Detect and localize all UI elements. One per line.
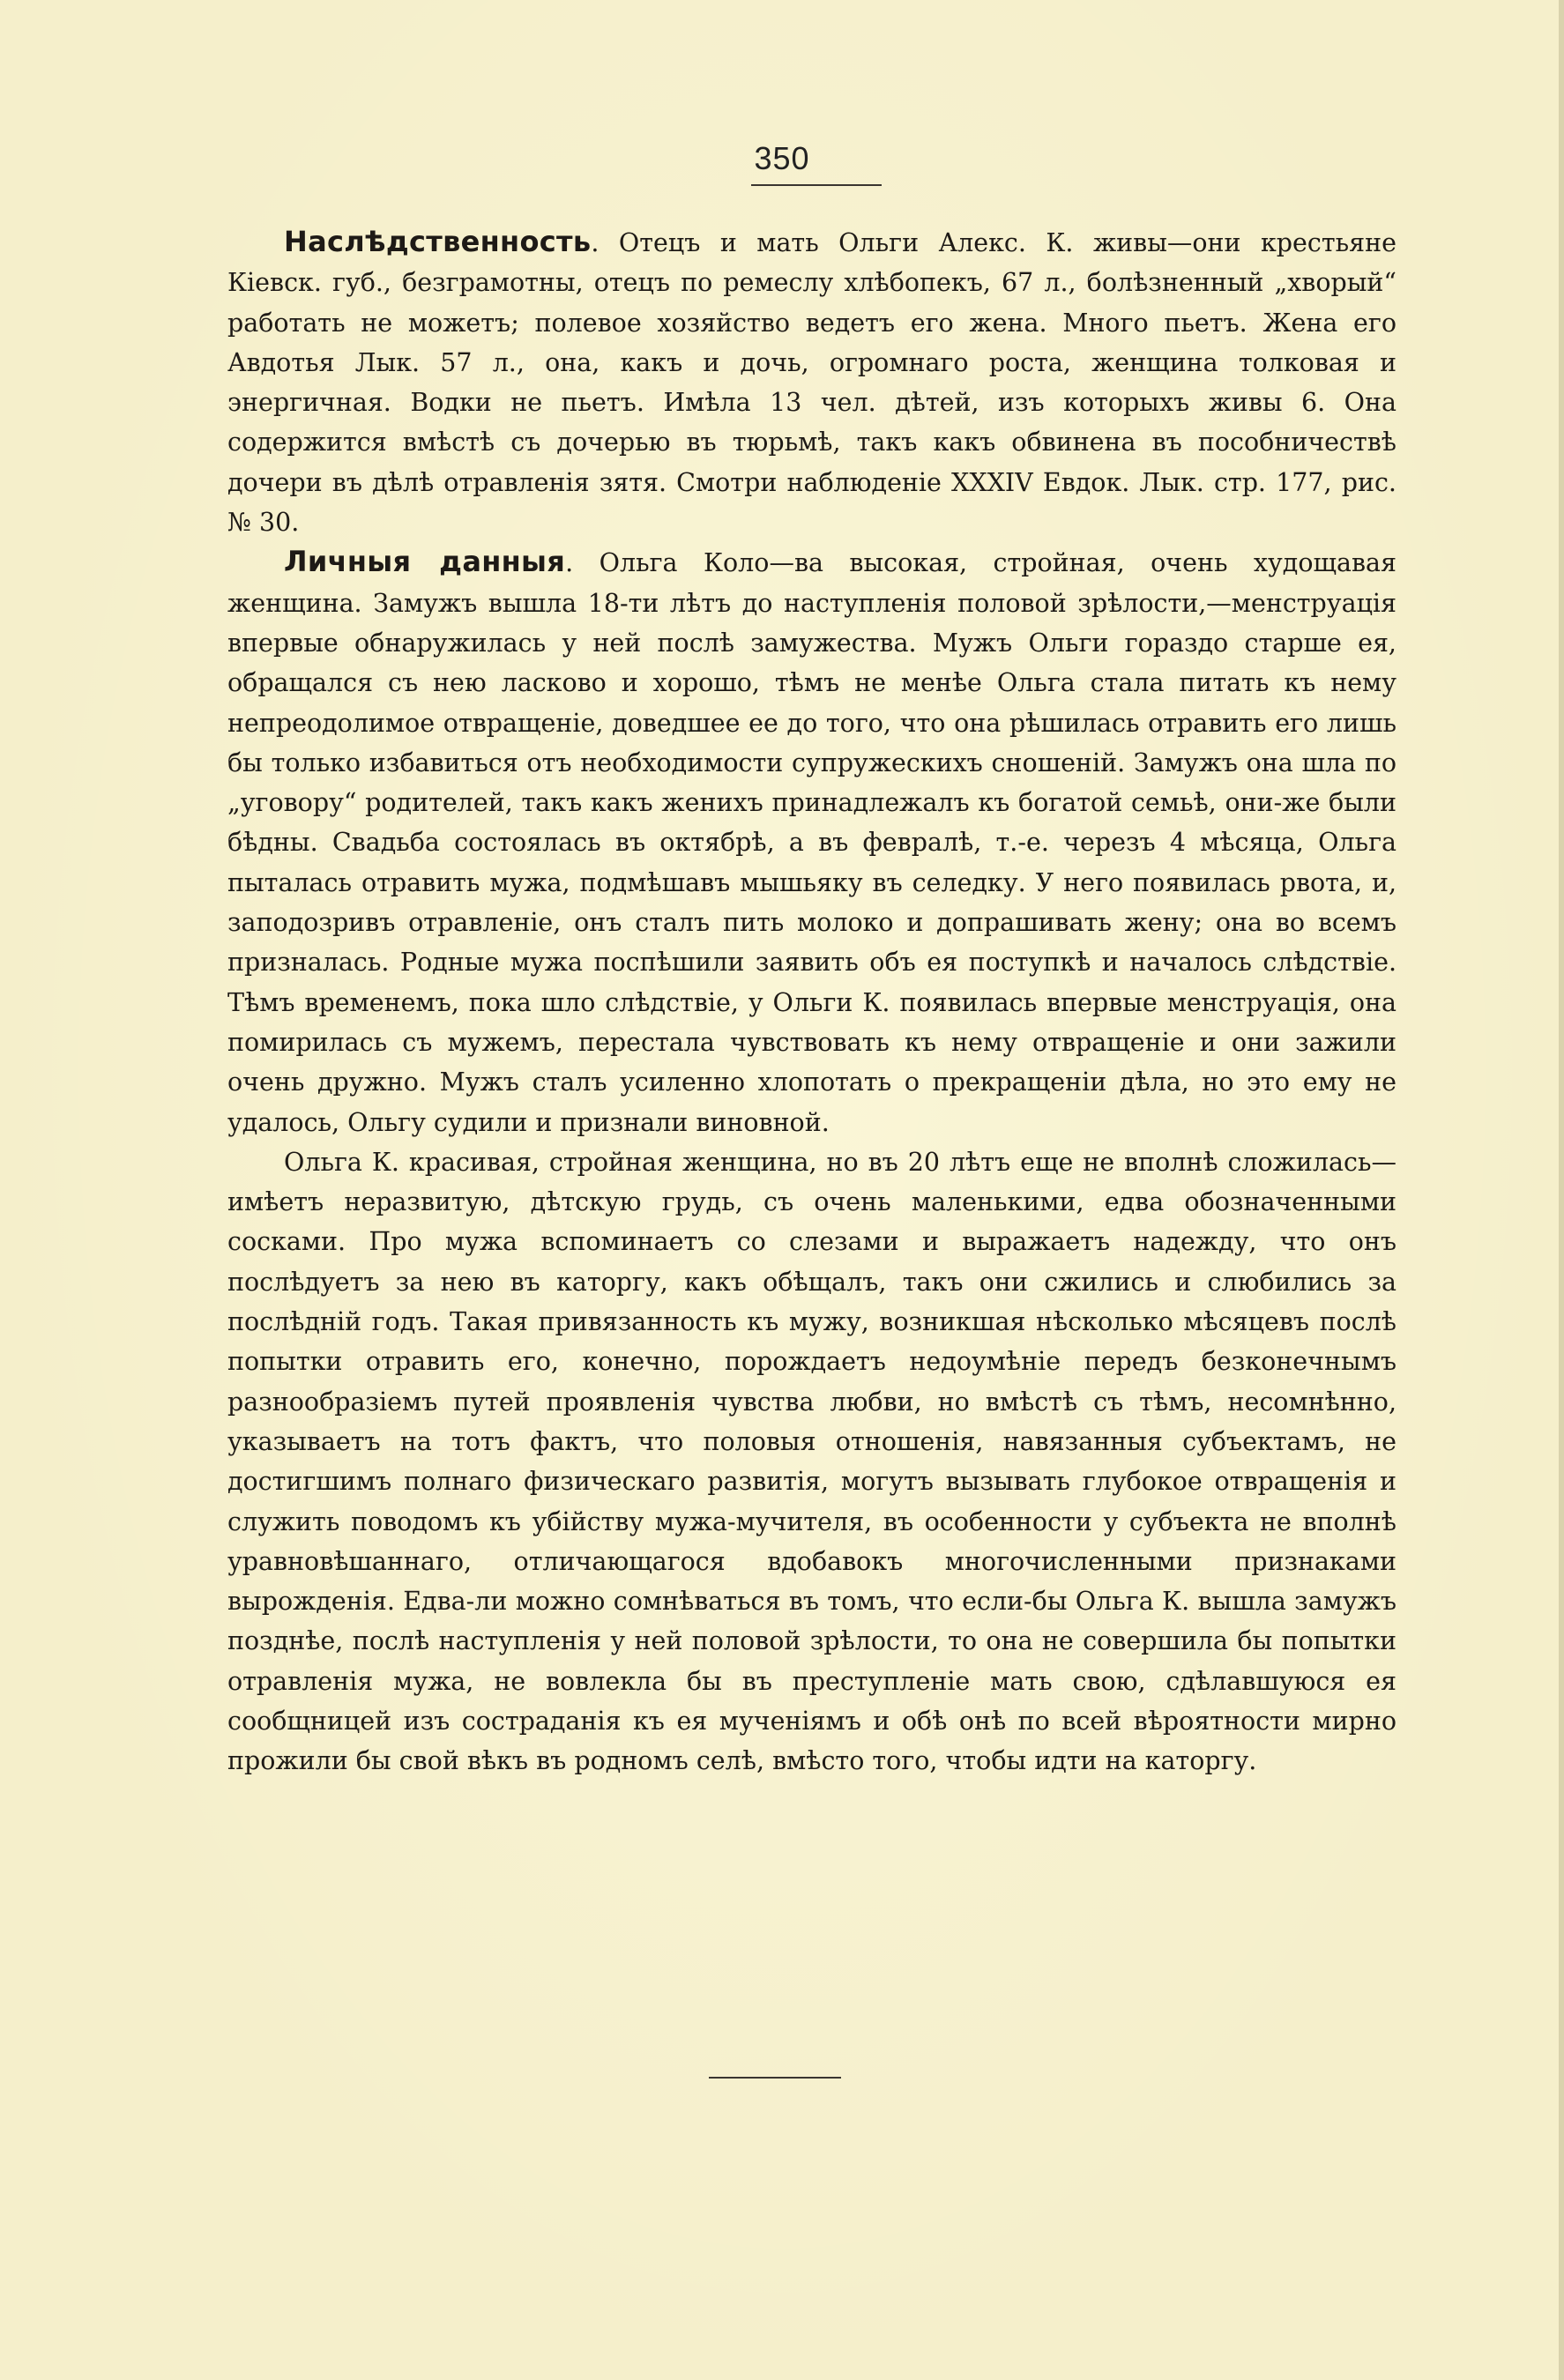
paragraph-heredity — [227, 222, 1396, 542]
paragraph-text: Ольга К. красивая, стройная женщина, но въ 20 лѣтъ еще не вполнѣ сложилась—имѣетъ неразвитую, дѣтскую грудь, съ очень маленькими, едва обозначенными сосками. Про мужа вспоминаетъ со слезами и выражаетъ надежду, что онъ послѣдуетъ за нею въ каторгу, какъ обѣщалъ, такъ они сжились и слюбились за послѣдній годъ. Такая привязанность къ мужу, возникшая нѣсколько мѣсяцевъ послѣ попытки отравить его, конечно, порождаетъ недоумѣніе передъ безконечнымъ разнообразіемъ путей проявленія чувства любви, но вмѣстѣ съ тѣмъ, несомнѣнно, указываетъ на тотъ фактъ, что половыя отношенія, навязанныя субъектамъ, не достигшимъ полнаго физическаго развитія, могутъ вызывать глубокое отвращенія и служить поводомъ къ убійству мужа-мучителя, въ особенности у субъекта не вполнѣ уравновѣшаннаго, отличающагося вдобавокъ многочисленными признаками вырожденія. Едва-ли можно сомнѣваться въ томъ, что если-бы Ольга К. вышла замужъ позднѣе, послѣ наступленія у ней половой зрѣлости, то она не совершила бы попытки отравленія мужа, не вовлекла бы въ преступленіе мать свою, сдѣлавшуюся ея сообщницей изъ состраданія къ ея мученіямъ и обѣ онѣ по всей вѣроятности мирно прожили бы свой вѣкъ въ родномъ селѣ, вмѣсто того, чтобы идти на каторгу. — [227, 1147, 1396, 1776]
body-text — [227, 222, 1396, 1781]
paragraph-description — [227, 1142, 1396, 1781]
page-edge — [1559, 0, 1564, 2380]
paragraph-text: . Ольга Коло—ва высокая, стройная, очень худощавая женщина. Замужъ вышла 18-ти лѣтъ до наступленія половой зрѣлости,—менструація впервые обнаружилась у ней послѣ замужества. Мужъ Ольги гораздо старше ея, обращался съ нею ласково и хорошо, тѣмъ не менѣе Ольга стала питать къ нему непреодолимое отвращеніе, доведшее ее до того, что она рѣшилась отравить его лишь бы только избавиться отъ необходимости супружескихъ сношеній. Замужъ она шла по „уговору“ родителей, такъ какъ женихъ принадлежалъ къ богатой семьѣ, они-же были бѣдны. Свадьба состоялась въ октябрѣ, а въ февралѣ, т.-е. черезъ 4 мѣсяца, Ольга пыталась отравить мужа, подмѣшавъ мышьяку въ селедку. У него появилась рвота, и, заподозривъ отравленіе, онъ сталъ пить молоко и допрашивать жену; она во всемъ призналась. Родные мужа поспѣшили заявить объ ея поступкѣ и началось слѣдствіе. Тѣмъ временемъ, пока шло слѣдствіе, у Ольги К. появилась впервые менструація, она помирилась съ мужемъ, перестала чувствовать къ нему отвращеніе и они зажили очень дружно. Мужъ сталъ усиленно хлопотать о прекращеніи дѣла, но это ему не удалось, Ольгу судили и признали виновной. — [227, 548, 1396, 1137]
page-number-rule — [751, 184, 882, 186]
section-heading-personal-data: Личныя данныя — [284, 545, 566, 579]
page-number: 350 — [754, 140, 810, 176]
end-rule — [709, 2077, 841, 2079]
paragraph-personal-data — [227, 542, 1396, 1142]
paragraph-text: . Отецъ и мать Ольги Алекс. К. живы—они крестьяне Кіевск. губ., безграмотны, отецъ по ремеслу хлѣбопекъ, 67 л., болѣзненный „хворый“ работать не можетъ; полевое хозяйство ведетъ его жена. Много пьетъ. Жена его Авдотья Лык. 57 л., она, какъ и дочь, огромнаго роста, женщина толковая и энергичная. Водки не пьетъ. Имѣла 13 чел. дѣтей, изъ которыхъ живы 6. Она содержится вмѣстѣ съ дочерью въ тюрьмѣ, такъ какъ обвинена въ пособничествѣ дочери въ дѣлѣ отравленія зятя. Смотри наблюденіе XXXIV Евдок. Лык. стр. 177, рис. № 30. — [227, 228, 1396, 538]
section-heading-heredity: Наслѣдственность — [284, 225, 592, 258]
